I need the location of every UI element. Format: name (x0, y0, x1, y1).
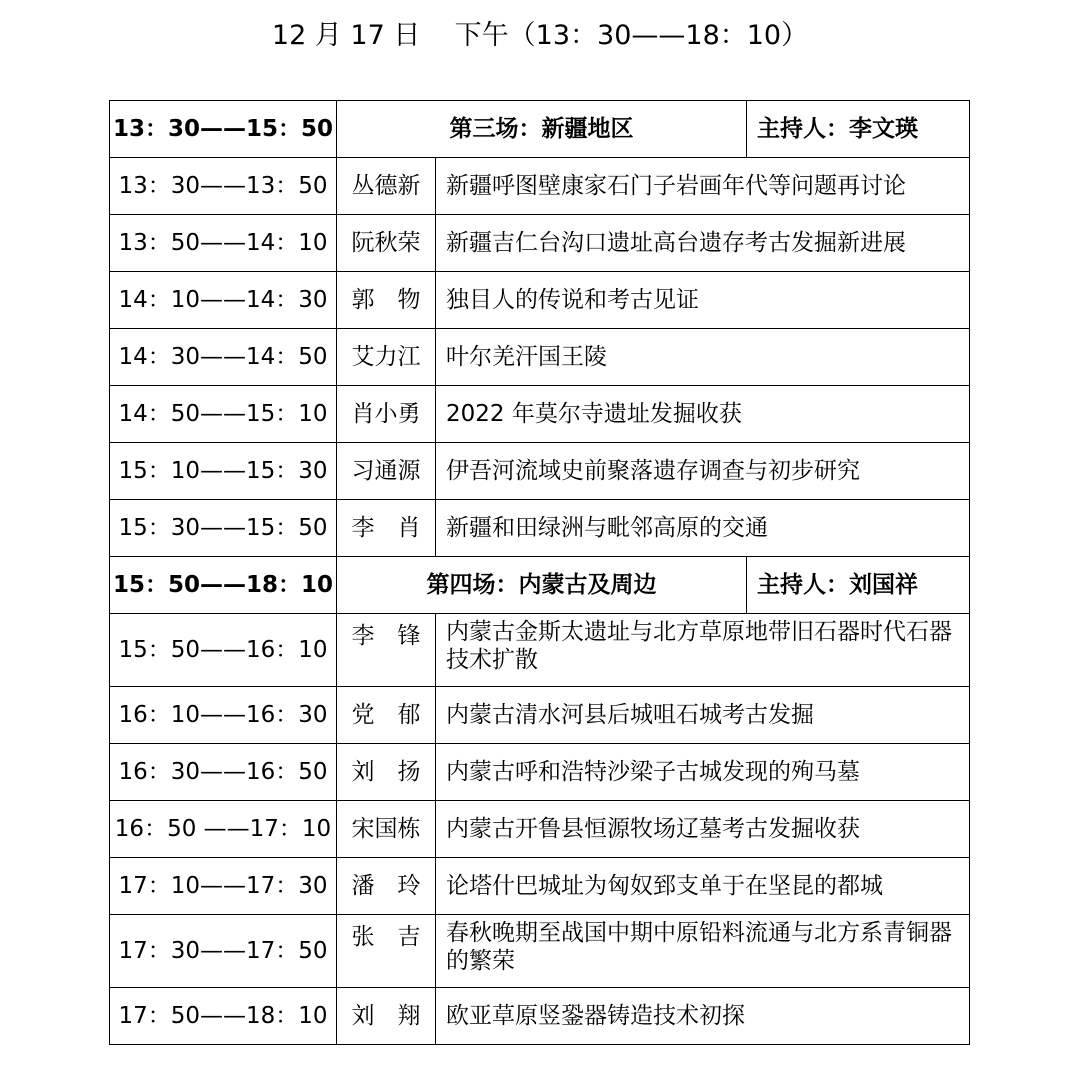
table-row (110, 988, 970, 1045)
talk-topic: 叶尔羌汗国王陵 (436, 329, 970, 386)
table-row (110, 915, 970, 988)
table-row (110, 272, 970, 329)
talk-speaker: 丛德新 (337, 158, 436, 215)
talk-topic: 2022 年莫尔寺遗址发掘收获 (436, 386, 970, 443)
talk-speaker: 郭 物 (337, 272, 436, 329)
talk-time: 17：50——18：10 (110, 988, 337, 1045)
talk-time: 17：10——17：30 (110, 858, 337, 915)
talk-speaker: 党 郁 (337, 687, 436, 744)
talk-speaker: 艾力江 (337, 329, 436, 386)
table-row (110, 443, 970, 500)
session-title: 第三场：新疆地区 (337, 101, 747, 158)
talk-topic: 内蒙古呼和浩特沙梁子古城发现的殉马墓 (436, 744, 970, 801)
talk-time: 13：30——13：50 (110, 158, 337, 215)
talk-topic: 独目人的传说和考古见证 (436, 272, 970, 329)
talk-time: 14：10——14：30 (110, 272, 337, 329)
talk-topic: 内蒙古开鲁县恒源牧场辽墓考古发掘收获 (436, 801, 970, 858)
session-header-row (110, 557, 970, 614)
talk-speaker: 李 肖 (337, 500, 436, 557)
talk-time: 13：50——14：10 (110, 215, 337, 272)
talk-time: 17：30——17：50 (110, 915, 337, 988)
talk-time: 14：30——14：50 (110, 329, 337, 386)
session-host: 主持人：李文瑛 (747, 101, 970, 158)
talk-topic: 春秋晚期至战国中期中原铅料流通与北方系青铜器的繁荣 (436, 915, 970, 988)
table-row (110, 386, 970, 443)
table-row (110, 801, 970, 858)
table-row (110, 614, 970, 687)
talk-topic: 内蒙古金斯太遗址与北方草原地带旧石器时代石器技术扩散 (436, 614, 970, 687)
talk-speaker: 刘 扬 (337, 744, 436, 801)
talk-topic: 内蒙古清水河县后城咀石城考古发掘 (436, 687, 970, 744)
talk-time: 15：50——16：10 (110, 614, 337, 687)
talk-time: 15：10——15：30 (110, 443, 337, 500)
talk-speaker: 张 吉 (337, 915, 436, 988)
talk-time: 16：10——16：30 (110, 687, 337, 744)
talk-time: 16：30——16：50 (110, 744, 337, 801)
table-row (110, 744, 970, 801)
talk-speaker: 宋国栋 (337, 801, 436, 858)
session-title: 第四场：内蒙古及周边 (337, 557, 747, 614)
table-row (110, 687, 970, 744)
talk-time: 16：50 ——17：10 (110, 801, 337, 858)
talk-speaker: 李 锋 (337, 614, 436, 687)
session-header-row (110, 101, 970, 158)
talk-speaker: 习通源 (337, 443, 436, 500)
talk-speaker: 刘 翔 (337, 988, 436, 1045)
schedule-table (109, 100, 970, 1045)
table-row (110, 158, 970, 215)
page-title: 12 月 17 日 下午（13：30——18：10） (271, 20, 809, 51)
talk-time: 14：50——15：10 (110, 386, 337, 443)
talk-speaker: 肖小勇 (337, 386, 436, 443)
table-row (110, 215, 970, 272)
talk-time: 15：30——15：50 (110, 500, 337, 557)
table-row (110, 500, 970, 557)
session-host: 主持人：刘国祥 (747, 557, 970, 614)
session-time: 13：30——15：50 (110, 101, 337, 158)
table-row (110, 858, 970, 915)
talk-speaker: 阮秋荣 (337, 215, 436, 272)
talk-topic: 新疆和田绿洲与毗邻高原的交通 (436, 500, 970, 557)
talk-topic: 论塔什巴城址为匈奴郅支单于在坚昆的都城 (436, 858, 970, 915)
talk-topic: 新疆呼图壁康家石门子岩画年代等问题再讨论 (436, 158, 970, 215)
table-row (110, 329, 970, 386)
talk-topic: 欧亚草原竖銎器铸造技术初探 (436, 988, 970, 1045)
talk-topic: 新疆吉仁台沟口遗址高台遗存考古发掘新进展 (436, 215, 970, 272)
talk-speaker: 潘 玲 (337, 858, 436, 915)
session-time: 15：50——18：10 (110, 557, 337, 614)
talk-topic: 伊吾河流域史前聚落遗存调查与初步研究 (436, 443, 970, 500)
